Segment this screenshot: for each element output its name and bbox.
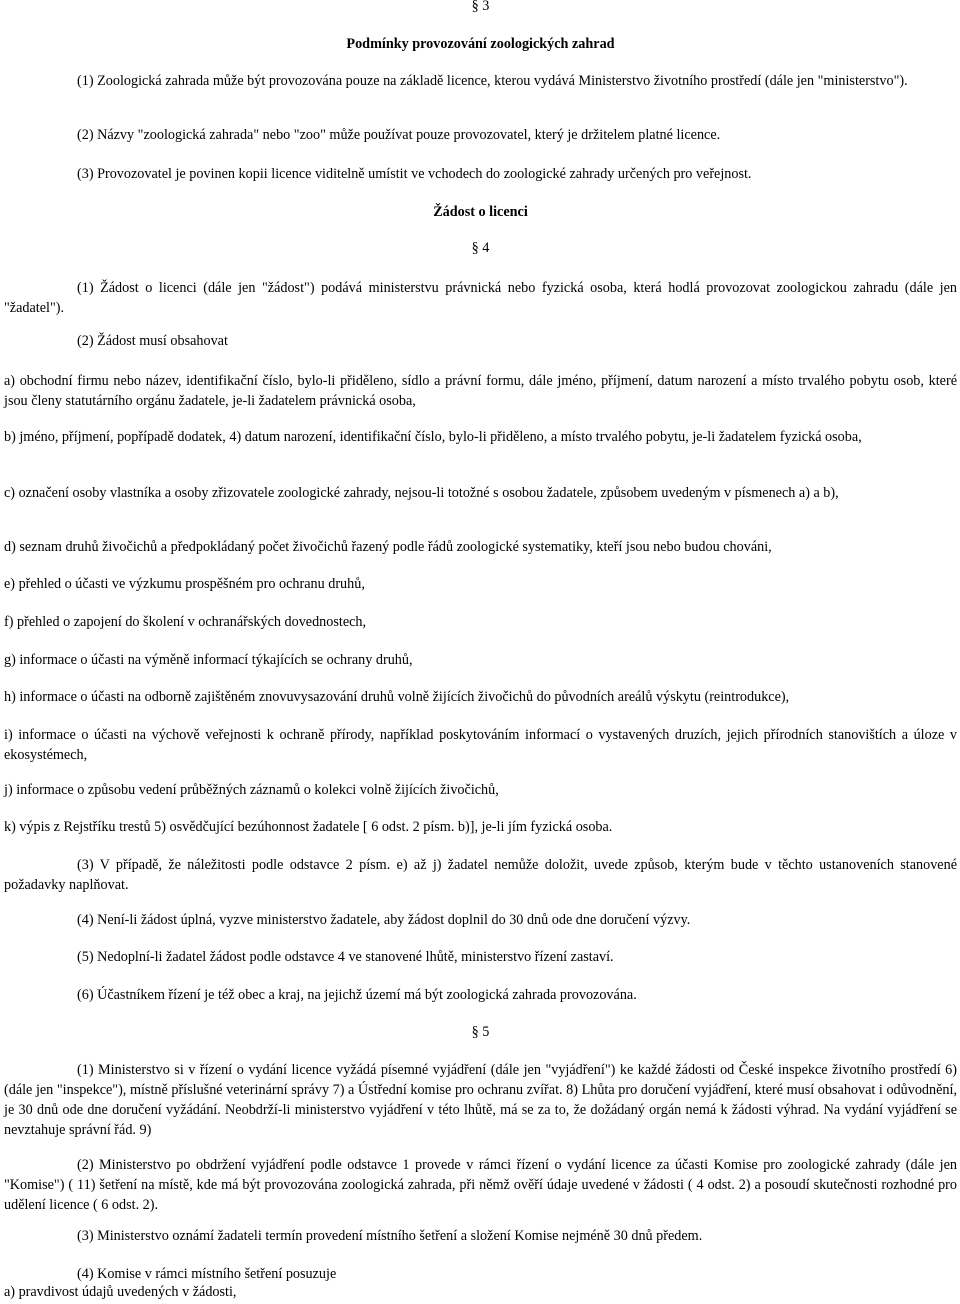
list-item-d: d) seznam druhů živočichů a předpokládaný počet živočichů řazený podle řádů zoologické systematiky, kteří jsou nebo budou chováni, (4, 539, 772, 555)
section-4-symbol: § 4 (471, 240, 490, 256)
section-3-paragraph-1: (1) Zoologická zahrada může být provozována pouze na základě licence, kterou vydává Ministerstvo životního prostředí (dále jen "ministerstvo"). (77, 73, 908, 89)
section-4-heading: Žádost o licenci (433, 204, 528, 220)
section-5-symbol: § 5 (471, 1024, 490, 1040)
section-3-paragraph-3: (3) Provozovatel je povinen kopii licence viditelně umístit ve vchodech do zoologické zahrady určených pro veřejnost. (77, 166, 752, 182)
list-item-e: e) přehled o účasti ve výzkumu prospěšném pro ochranu druhů, (4, 576, 365, 592)
section-5-item-a: a) pravdivost údajů uvedených v žádosti, (4, 1284, 237, 1300)
section-4-paragraph-3: (3) V případě, že náležitosti podle odstavce 2 písm. e) až j) žadatel nemůže doložit, uvede způsob, kterým bude v těchto ustanoveních stanovené požadavky naplňovat. (4, 857, 957, 893)
list-item-c: c) označení osoby vlastníka a osoby zřizovatele zoologické zahrady, nejsou-li totožné s osobou žadatele, způsobem uvedeným v písmenech a) a b), (4, 485, 839, 501)
list-item-h: h) informace o účasti na odborně zajištěném znovuvysazování druhů volně žijících živočichů do původních areálů výskytu (reintrodukce), (4, 689, 790, 705)
section-5-paragraph-4: (4) Komise v rámci místního šetření posuzuje (77, 1266, 337, 1282)
list-item-g: g) informace o účasti na výměně informací týkajících se ochrany druhů, (4, 652, 413, 668)
section-5-paragraph-3: (3) Ministerstvo oznámí žadateli termín provedení místního šetření a složení Komise nejméně 30 dnů předem. (77, 1228, 703, 1244)
list-item-k: k) výpis z Rejstříku trestů 5) osvědčující bezúhonnost žadatele [ 6 odst. 2 písm. b)], je-li jím fyzická osoba. (4, 819, 613, 835)
list-item-j: j) informace o způsobu vedení průběžných záznamů o kolekci volně žijících živočichů, (4, 782, 499, 798)
section-5-paragraph-1: (1) Ministerstvo si v řízení o vydání licence vyžádá písemné vyjádření (dále jen "vyjádření") ke každé žádosti od České inspekce životního prostředí 6) (dále jen "inspekce"), místně příslušné veterinární správy 7) a Ústřední komise pro ochranu zvířat. 8) Lhůta pro doručení vyjádření, které musí obsahovat i odůvodnění, je 30 dnů ode dne doručení vyžádání. Neobdrží-li ministerstvo vyjádření v této lhůtě, má se za to, že dožádaný orgán nemá k žádosti výhrad. Na vydání vyjádření se nevztahuje správní řád. 9) (4, 1062, 957, 1138)
section-4-paragraph-5: (5) Nedoplní-li žadatel žádost podle odstavce 4 ve stanovené lhůtě, ministerstvo řízení zastaví. (77, 949, 614, 965)
section-3-title: Podmínky provozování zoologických zahrad (346, 36, 615, 52)
list-item-a: a) obchodní firmu nebo název, identifikační číslo, bylo-li přiděleno, sídlo a právní formu, dále jméno, příjmení, datum narození a místo trvalého pobytu osob, které jsou členy statutárního orgánu žadatele, je-li žadatelem právnická osoba, (4, 373, 957, 409)
list-item-i: i) informace o účasti na výchově veřejnosti k ochraně přírody, například poskytováním informací o vystavených druzích, jejich přírodních stanovištích a úloze v ekosystémech, (4, 727, 957, 763)
section-3-symbol: § 3 (471, 0, 490, 14)
section-3-paragraph-2: (2) Názvy "zoologická zahrada" nebo "zoo" může používat pouze provozovatel, který je držitelem platné licence. (77, 127, 721, 143)
section-5-paragraph-2: (2) Ministerstvo po obdržení vyjádření podle odstavce 1 provede v rámci řízení o vydání licence za účasti Komise pro zoologické zahrady (dále jen "Komise") ( 11) šetření na místě, kde má být provozována zoologická zahrada, při němž ověří údaje uvedené v žádosti ( 4 odst. 2) a posoudí skutečnosti rozhodné pro udělení licence ( 6 odst. 2). (4, 1157, 957, 1213)
section-4-paragraph-1: (1) Žádost o licenci (dále jen "žádost") podává ministerstvu právnická nebo fyzická osoba, která hodlá provozovat zoologickou zahradu (dále jen "žadatel"). (4, 280, 957, 316)
section-4-paragraph-6: (6) Účastníkem řízení je též obec a kraj, na jejichž území má být zoologická zahrada provozována. (77, 987, 637, 1003)
list-item-f: f) přehled o zapojení do školení v ochranářských dovednostech, (4, 614, 367, 630)
section-4-paragraph-4: (4) Není-li žádost úplná, vyzve ministerstvo žadatele, aby žádost doplnil do 30 dnů ode dne doručení výzvy. (77, 912, 691, 928)
section-4-paragraph-2: (2) Žádost musí obsahovat (77, 333, 228, 349)
list-item-b: b) jméno, příjmení, popřípadě dodatek, 4) datum narození, identifikační číslo, bylo-li přiděleno, a místo trvalého pobytu, je-li žadatelem fyzická osoba, (4, 429, 862, 445)
